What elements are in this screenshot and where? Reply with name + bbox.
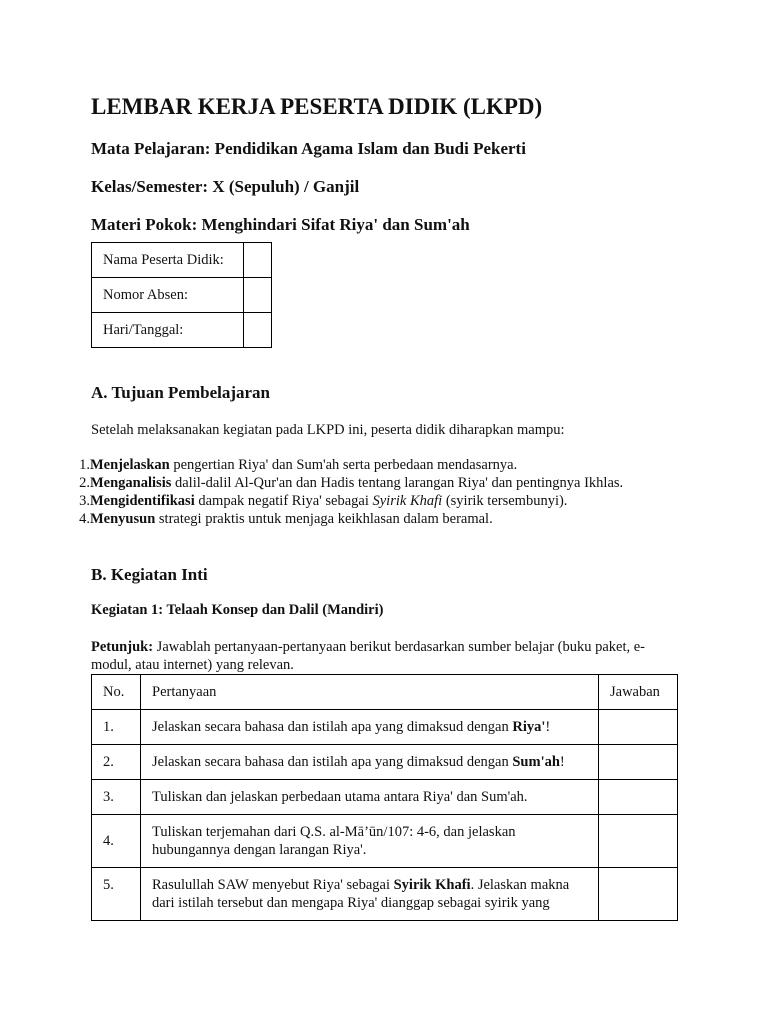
header-answer: Jawaban (610, 684, 660, 700)
table-row (92, 710, 678, 745)
answer-field[interactable] (599, 815, 678, 868)
questions-table (91, 674, 678, 921)
table-row (92, 868, 678, 921)
question-number: 1. (103, 719, 114, 735)
question-number: 5. (103, 877, 114, 893)
instruction-label: Petunjuk: (91, 639, 154, 655)
document-title: LEMBAR KERJA PESERTA DIDIK (LKPD) (91, 94, 543, 119)
question-text: Jelaskan secara bahasa dan istilah apa yang dimaksud dengan Sum'ah! (152, 754, 565, 770)
identity-row-name (92, 243, 272, 278)
table-row (92, 745, 678, 780)
activity-title: Kegiatan 1: Telaah Konsep dan Dalil (Mandiri) (91, 602, 384, 618)
answer-field[interactable] (599, 710, 678, 745)
question-number: 2. (103, 754, 114, 770)
list-item: 4. Menyusun strategi praktis untuk menjaga keikhlasan dalam beramal. (79, 511, 493, 527)
identity-label: Nama Peserta Didik: (103, 252, 224, 268)
question-text: Jelaskan secara bahasa dan istilah apa yang dimaksud dengan Riya'! (152, 719, 551, 735)
identity-value-field[interactable] (243, 243, 271, 278)
identity-value-field[interactable] (243, 278, 271, 313)
section-a-heading: A. Tujuan Pembelajaran (91, 383, 270, 402)
list-item: 3. Mengidentifikasi dampak negatif Riya' sebagai Syirik Khafi (syirik tersembunyi). (79, 493, 568, 509)
answer-field[interactable] (599, 745, 678, 780)
answer-field[interactable] (599, 868, 678, 921)
identity-value-field[interactable] (243, 313, 271, 348)
class-semester-line: Kelas/Semester: X (Sepuluh) / Ganjil (91, 177, 360, 196)
question-text: Rasulullah SAW menyebut Riya' sebagai Syirik Khafi. Jelaskan makna dari istilah tersebut dan mengapa Riya' dianggap sebagai syirik yang (152, 877, 570, 911)
identity-label: Hari/Tanggal: (103, 322, 184, 338)
instruction-text: Jawablah pertanyaan-pertanyaan berikut berdasarkan sumber belajar (buku paket, e-modul, atau internet) yang relevan. (91, 639, 646, 673)
identity-row-absen (92, 278, 272, 313)
section-b-heading: B. Kegiatan Inti (91, 565, 208, 584)
identity-label: Nomor Absen: (103, 287, 188, 303)
list-item: 2. Menganalisis dalil-dalil Al-Qur'an dan Hadis tentang larangan Riya' dan pentingnya Ikhlas. (79, 475, 624, 491)
table-row (92, 780, 678, 815)
header-question: Pertanyaan (152, 684, 217, 700)
list-item: 1. Menjelaskan pengertian Riya' dan Sum'ah serta perbedaan mendasarnya. (79, 457, 518, 473)
instruction-paragraph (91, 638, 681, 674)
question-text: Tuliskan dan jelaskan perbedaan utama antara Riya' dan Sum'ah. (152, 789, 528, 805)
section-a-intro: Setelah melaksanakan kegiatan pada LKPD ini, peserta didik diharapkan mampu: (91, 422, 565, 438)
question-number: 4. (103, 833, 114, 849)
answer-field[interactable] (599, 780, 678, 815)
table-header-row (92, 675, 678, 710)
topic-line: Materi Pokok: Menghindari Sifat Riya' dan Sum'ah (91, 215, 470, 234)
identity-row-date (92, 313, 272, 348)
student-identity-table (91, 242, 272, 348)
question-number: 3. (103, 789, 114, 805)
objectives-list (62, 456, 702, 528)
header-no: No. (103, 684, 125, 700)
question-text: Tuliskan terjemahan dari Q.S. al-Mā’ūn/107: 4-6, dan jelaskan hubungannya dengan larangan Riya'. (152, 824, 516, 858)
table-row (92, 815, 678, 868)
subject-line: Mata Pelajaran: Pendidikan Agama Islam dan Budi Pekerti (91, 139, 526, 158)
